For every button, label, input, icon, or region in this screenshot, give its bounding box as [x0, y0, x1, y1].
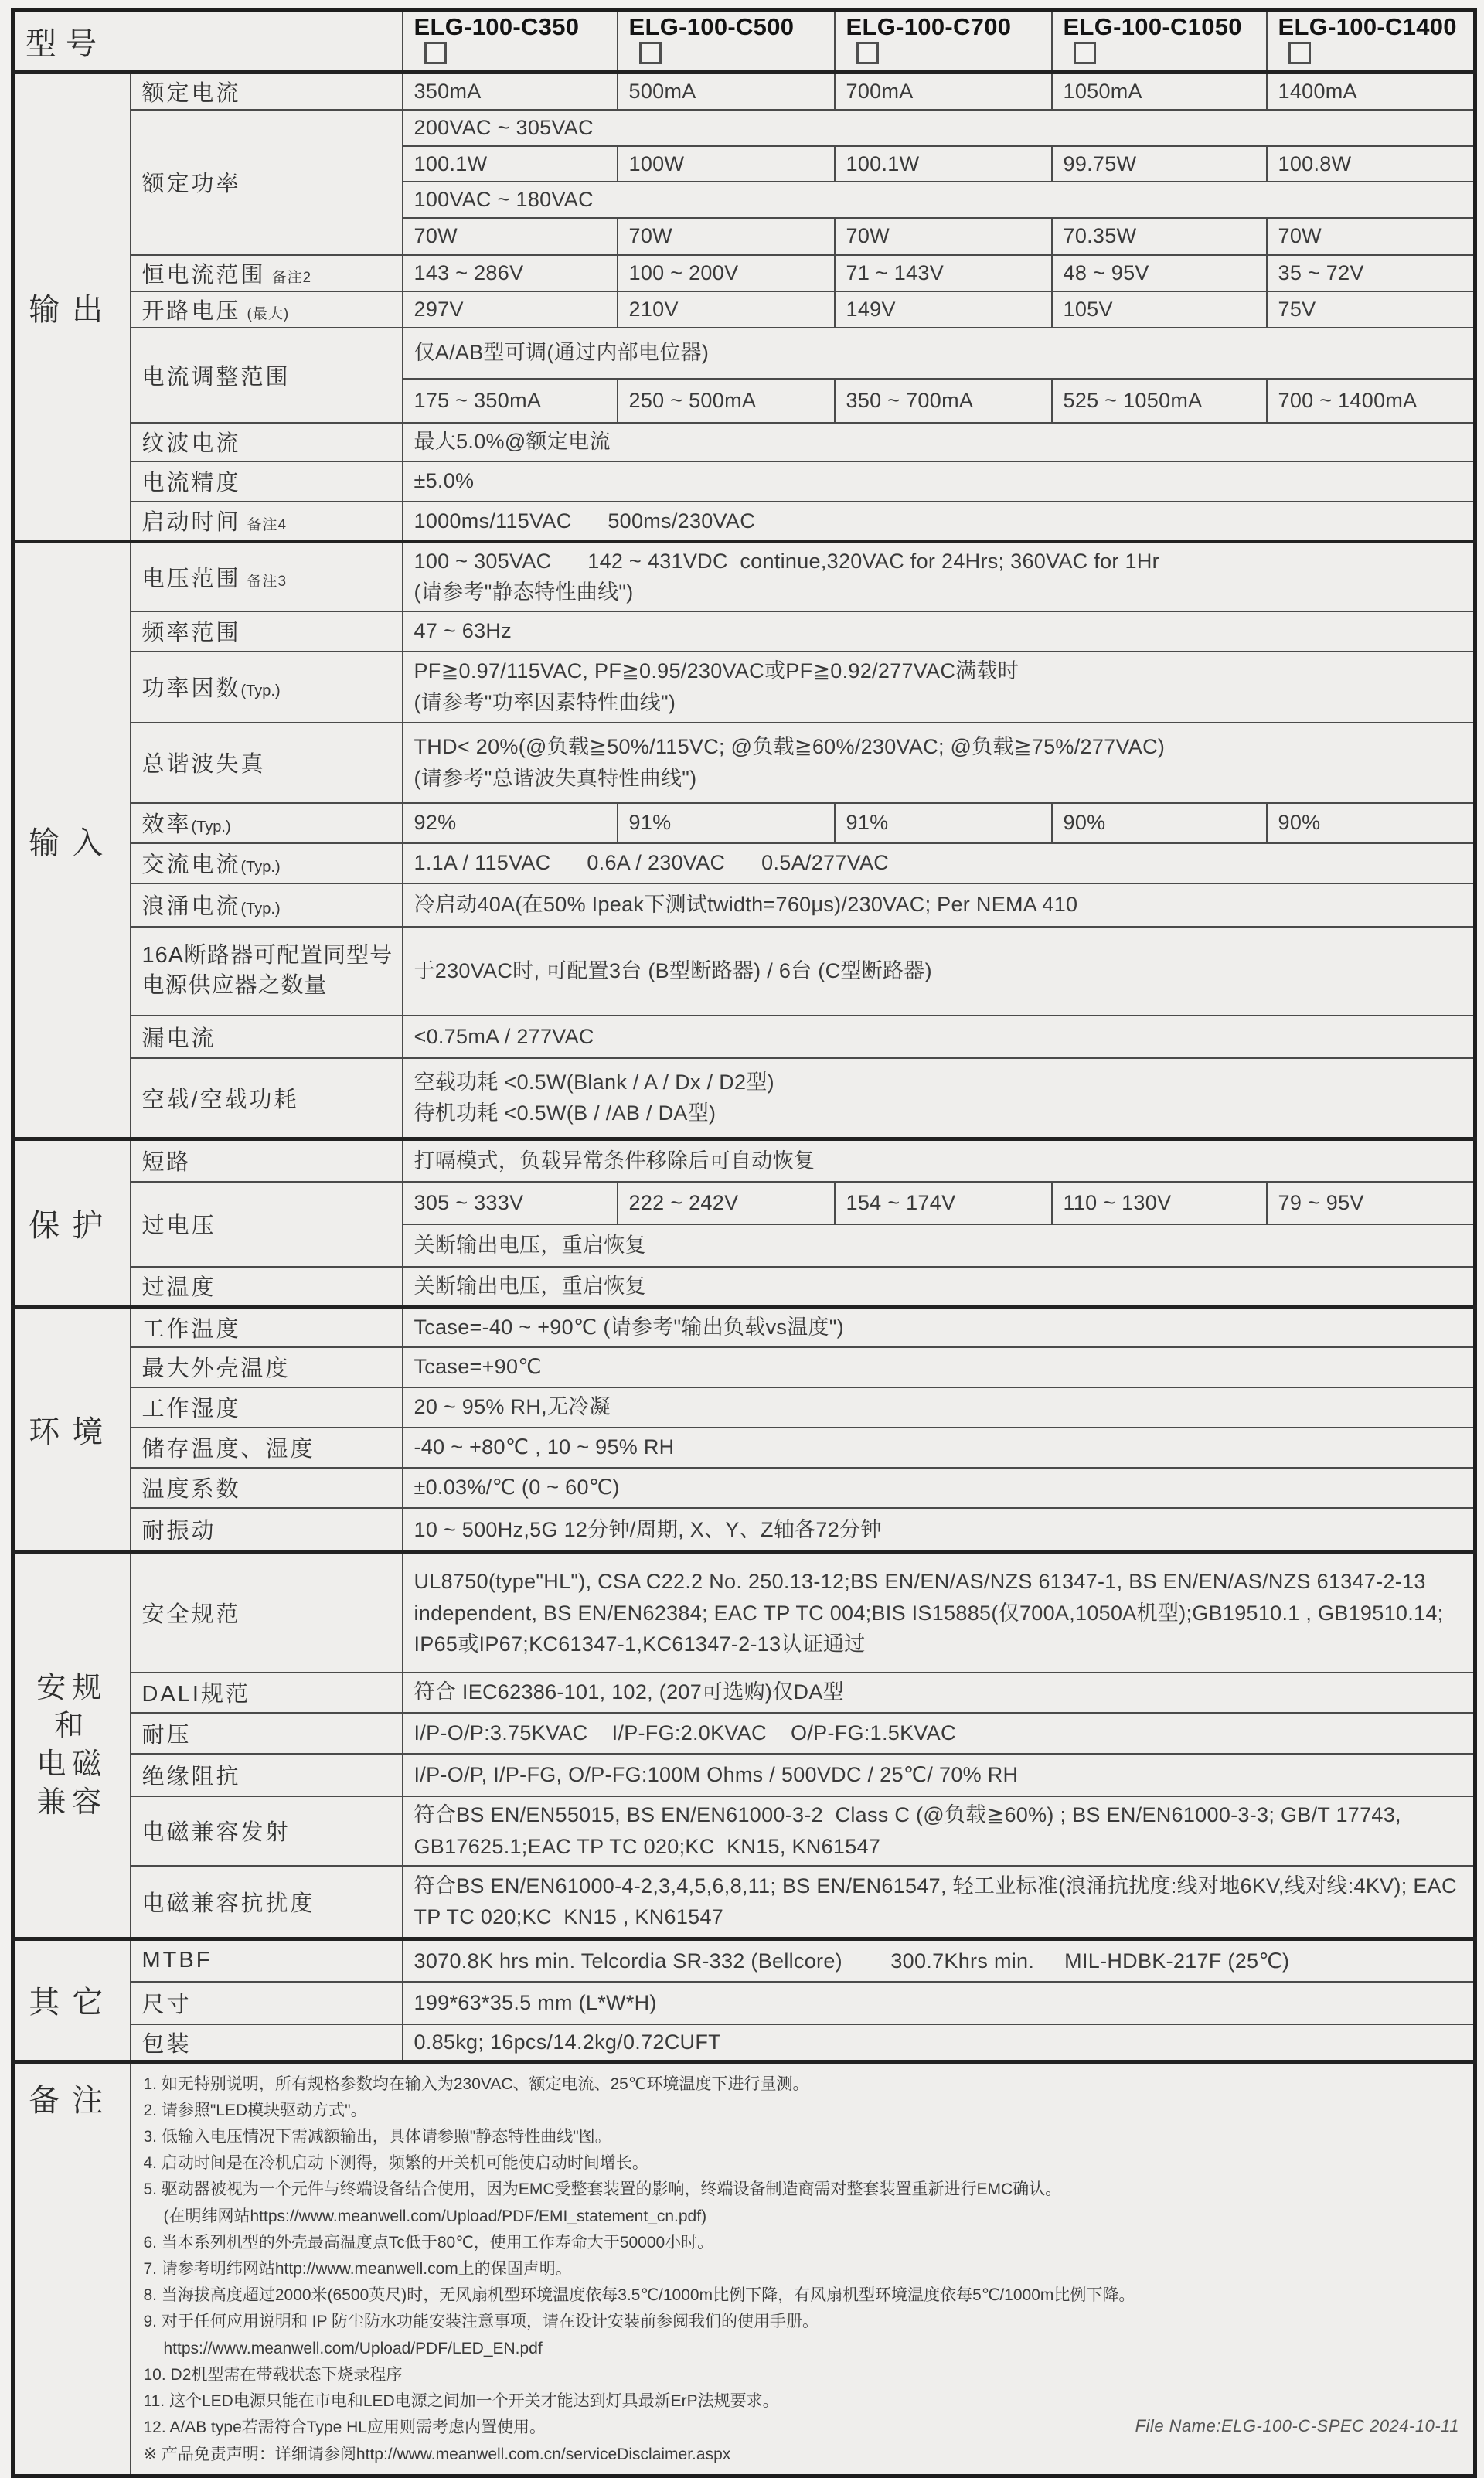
spec-value: 48 ~ 95V [1052, 255, 1267, 291]
value-line: (请参考"静态特性曲线") [414, 580, 634, 604]
spec-value: 打嗝模式，负载异常条件移除后可自动恢复 [403, 1139, 1475, 1182]
model-name: ELG-100-C1400 [1278, 13, 1457, 40]
spec-value: 500mA [618, 73, 835, 111]
note-item: 10. D2机型需在带载状态下烧录程序 [143, 2365, 403, 2384]
param-label: 工作湿度 [131, 1387, 403, 1428]
param-note: 备注3 [247, 573, 288, 590]
spec-value: 71 ~ 143V [835, 255, 1052, 291]
note-item: 12. A/AB type若需符合Type HL应用则需考虑内置使用。 [143, 2418, 546, 2437]
spec-value: 100 ~ 200V [618, 255, 835, 291]
spec-value: I/P-O/P, I/P-FG, O/P-FG:100M Ohms / 500VDC / 25℃/ 70% RH [403, 1754, 1475, 1796]
model-header-label: 型号 [13, 10, 403, 73]
spec-value: 250 ~ 500mA [618, 379, 835, 423]
model-header-c1400 [1267, 10, 1475, 73]
param-label: 过温度 [131, 1267, 403, 1307]
spec-value: 70W [618, 218, 835, 255]
param-label: 耐压 [131, 1713, 403, 1754]
param-label: 温度系数 [131, 1468, 403, 1508]
param-label [131, 255, 403, 291]
param-label: 额定电流 [131, 73, 403, 111]
note-item: ※ 产品免责声明：详细请参阅http://www.meanwell.com.cn/serviceDisclaimer.aspx [143, 2445, 731, 2463]
spec-value: 90% [1052, 803, 1267, 843]
param-label: 短路 [131, 1139, 403, 1182]
param-label: 绝缘阻抗 [131, 1754, 403, 1796]
param-label: 总谐波失真 [131, 723, 403, 803]
note-item: 2. 请参照"LED模块驱动方式"。 [143, 2101, 367, 2119]
param-text: 开路电压 [141, 298, 241, 324]
param-text: 交流电流 [141, 853, 241, 877]
spec-value: 35 ~ 72V [1267, 255, 1475, 291]
section-label-input: 输入 [13, 542, 131, 1139]
notes-block [131, 2061, 1475, 2476]
spec-value: 297V [403, 291, 618, 328]
param-note: (最大) [247, 305, 290, 322]
param-label: 尺寸 [131, 1982, 403, 2024]
note-item: 8. 当海拔高度超过2000米(6500英尺)时，无风扇机型环境温度依每3.5℃/1000m比例下降，有风扇机型环境温度依每5℃/1000m比例下降。 [143, 2286, 1135, 2305]
spec-value: 91% [618, 803, 835, 843]
spec-value: 1.1A / 115VAC 0.6A / 230VAC 0.5A/277VAC [403, 843, 1475, 883]
param-label: 储存温度、湿度 [131, 1428, 403, 1468]
value-line: (请参考"功率因素特性曲线") [414, 690, 676, 714]
param-label: 最大外壳温度 [131, 1347, 403, 1387]
spec-value [403, 542, 1475, 611]
spec-value: 70.35W [1052, 218, 1267, 255]
spec-value: 90% [1267, 803, 1475, 843]
note-item: 7. 请参考明纬网站http://www.meanwell.com上的保固声明。 [143, 2260, 572, 2279]
param-label: 安全规范 [131, 1553, 403, 1673]
spec-value: 70W [1267, 218, 1475, 255]
spec-value: 符合BS EN/EN55015, BS EN/EN61000-3-2 Class C (@负载≧60%) ; BS EN/EN61000-3-3; GB/T 17743, GB17625.1;EAC TP TC 020;KC KN15, KN61547 [403, 1796, 1475, 1866]
spec-value: UL8750(type"HL"), CSA C22.2 No. 250.13-12;BS EN/EN/AS/NZS 61347-1, BS EN/EN/AS/NZS 61347-2-13 independent, BS EN/EN62384; EAC TP TC 004;BIS IS15885(仅700A,1050A机型);GB19510.1 , GB19510.14; IP65或IP67;KC61347-1,KC61347-2-13认证通过 [403, 1553, 1475, 1673]
spec-value: 关断输出电压，重启恢复 [403, 1267, 1475, 1307]
param-label [131, 502, 403, 542]
note-item: 9. 对于任何应用说明和 IP 防尘防水功能安装注意事项，请在设计安装前参阅我们的使用手册。 [143, 2313, 819, 2331]
value-line: 待机功耗 <0.5W(B / /AB / DA型) [414, 1101, 716, 1125]
note-item: 4. 启动时间是在冷机启动下测得，频繁的开关机可能使启动时间增长。 [143, 2154, 648, 2173]
param-label: 电流精度 [131, 461, 403, 502]
param-label: MTBF [131, 1939, 403, 1982]
spec-value: 符合 IEC62386-101, 102, (207可选购)仅DA型 [403, 1673, 1475, 1713]
model-header-c700 [835, 10, 1052, 73]
param-label: DALI规范 [131, 1673, 403, 1713]
param-label: 频率范围 [131, 611, 403, 652]
spec-value [403, 1058, 1475, 1139]
spec-value [403, 723, 1475, 803]
spec-value: 冷启动40A(在50% Ipeak下测试twidth=760μs)/230VAC; Per NEMA 410 [403, 883, 1475, 927]
param-label: 16A断路器可配置同型号电源供应器之数量 [131, 927, 403, 1016]
spec-value: 222 ~ 242V [618, 1182, 835, 1224]
model-option-box-icon [1288, 42, 1311, 64]
spec-value: 350 ~ 700mA [835, 379, 1052, 423]
model-option-box-icon [639, 42, 662, 64]
spec-value: 350mA [403, 73, 618, 111]
spec-value: 关断输出电压，重启恢复 [403, 1224, 1475, 1267]
spec-value: 92% [403, 803, 618, 843]
param-label: 额定功率 [131, 110, 403, 255]
param-note: (Typ.) [240, 682, 281, 699]
spec-value: ±5.0% [403, 461, 1475, 502]
spec-value: 10 ~ 500Hz,5G 12分钟/周期, X、Y、Z轴各72分钟 [403, 1508, 1475, 1553]
value-line: (请参考"总谐波失真特性曲线") [414, 766, 697, 790]
spec-value: 100VAC ~ 180VAC [403, 182, 1475, 218]
spec-value: Tcase=+90℃ [403, 1347, 1475, 1387]
spec-value: 154 ~ 174V [835, 1182, 1052, 1224]
value-line: 空载功耗 <0.5W(Blank / A / Dx / D2型) [414, 1070, 774, 1094]
param-label [131, 652, 403, 723]
section-label-safety-emc [13, 1553, 131, 1939]
spec-value: 最大5.0%@额定电流 [403, 423, 1475, 461]
param-label: 空载/空载功耗 [131, 1058, 403, 1139]
section-label-others: 其它 [13, 1939, 131, 2062]
param-note: (Typ.) [240, 900, 281, 917]
spec-value: 143 ~ 286V [403, 255, 618, 291]
section-label-line: 电磁 [36, 1748, 108, 1781]
spec-value: 1000ms/115VAC 500ms/230VAC [403, 502, 1475, 542]
param-text: 功率因数 [141, 676, 241, 701]
param-label: 电磁兼容抗扰度 [131, 1866, 403, 1939]
model-option-box-icon [424, 42, 447, 64]
spec-value: 70W [835, 218, 1052, 255]
spec-value: 305 ~ 333V [403, 1182, 618, 1224]
spec-value: 3070.8K hrs min. Telcordia SR-332 (Bellcore) 300.7Khrs min. MIL-HDBK-217F (25℃) [403, 1939, 1475, 1982]
spec-value: 700mA [835, 73, 1052, 111]
param-label: 包装 [131, 2024, 403, 2062]
value-line: THD< 20%(@负载≧50%/115VC; @负载≧60%/230VAC; @负载≧75%/277VAC) [414, 735, 1166, 758]
spec-value: 符合BS EN/EN61000-4-2,3,4,5,6,8,11; BS EN/EN61547, 轻工业标准(浪涌抗扰度:线对地6KV,线对线:4KV); EAC TP TC 020;KC KN15 , KN61547 [403, 1866, 1475, 1939]
spec-value: Tcase=-40 ~ +90℃ (请参考"输出负载vs温度") [403, 1307, 1475, 1347]
spec-value: 100W [618, 146, 835, 182]
section-label-line: 安规 [36, 1671, 108, 1704]
spec-value: 100.1W [835, 146, 1052, 182]
section-label-line: 和 [54, 1710, 90, 1743]
note-item: 6. 当本系列机型的外壳最高温度点Tc低于80℃，使用工作寿命大于50000小时。 [143, 2233, 714, 2252]
model-header-c1050 [1052, 10, 1267, 73]
param-note: (Typ.) [191, 819, 231, 836]
note-item: (在明纬网站https://www.meanwell.com/Upload/PDF/EMI_statement_cn.pdf) [163, 2207, 707, 2225]
spec-value: 1050mA [1052, 73, 1267, 111]
param-label: 电流调整范围 [131, 328, 403, 423]
note-item: 1. 如无特别说明，所有规格参数均在输入为230VAC、额定电流、25℃环境温度下进行量测。 [143, 2075, 809, 2093]
param-label [131, 291, 403, 328]
model-name: ELG-100-C500 [628, 13, 795, 40]
spec-value: 于230VAC时, 可配置3台 (B型断路器) / 6台 (C型断路器) [403, 927, 1475, 1016]
param-note: 备注2 [271, 269, 312, 286]
param-note: (Typ.) [240, 859, 281, 876]
model-name: ELG-100-C1050 [1063, 13, 1242, 40]
param-label [131, 843, 403, 883]
model-header-c350 [403, 10, 618, 73]
param-label: 电磁兼容发射 [131, 1796, 403, 1866]
spec-value: 149V [835, 291, 1052, 328]
section-label-protection: 保护 [13, 1139, 131, 1307]
value-line: 100 ~ 305VAC 142 ~ 431VDC continue,320VAC for 24Hrs; 360VAC for 1Hr [414, 549, 1159, 573]
spec-value: 1400mA [1267, 73, 1475, 111]
spec-value: 0.85kg; 16pcs/14.2kg/0.72CUFT [403, 2024, 1475, 2062]
spec-value: -40 ~ +80℃ , 10 ~ 95% RH [403, 1428, 1475, 1468]
section-label-notes: 备注 [13, 2061, 131, 2476]
spec-value: 79 ~ 95V [1267, 1182, 1475, 1224]
param-text: 电压范围 [141, 566, 241, 591]
spec-value: 20 ~ 95% RH,无冷凝 [403, 1387, 1475, 1428]
model-option-box-icon [1074, 42, 1096, 64]
param-text: 恒电流范围 [141, 262, 266, 288]
param-label: 漏电流 [131, 1016, 403, 1058]
param-text: 启动时间 [141, 510, 241, 536]
model-option-box-icon [856, 42, 879, 64]
model-name: ELG-100-C350 [414, 13, 580, 40]
param-text: 浪涌电流 [141, 894, 241, 919]
param-label [131, 542, 403, 611]
param-label [131, 883, 403, 927]
spec-value: 仅A/AB型可调(通过内部电位器) [403, 328, 1475, 379]
spec-value: 175 ~ 350mA [403, 379, 618, 423]
spec-value: 70W [403, 218, 618, 255]
spec-value: <0.75mA / 277VAC [403, 1016, 1475, 1058]
spec-value: 525 ~ 1050mA [1052, 379, 1267, 423]
spec-value: ±0.03%/℃ (0 ~ 60℃) [403, 1468, 1475, 1508]
spec-value: 99.75W [1052, 146, 1267, 182]
note-item: 11. 这个LED电源只能在市电和LED电源之间加一个开关才能达到灯具最新ErP法规要求。 [143, 2392, 779, 2411]
spec-value: 700 ~ 1400mA [1267, 379, 1475, 423]
param-label: 过电压 [131, 1182, 403, 1267]
spec-value: 91% [835, 803, 1052, 843]
param-label [131, 803, 403, 843]
section-label-output: 输出 [13, 73, 131, 542]
param-label: 纹波电流 [131, 423, 403, 461]
model-header-c500 [618, 10, 835, 73]
note-item: 5. 驱动器被视为一个元件与终端设备结合使用，因为EMC受整套装置的影响，终端设备制造商需对整套装置重新进行EMC确认。 [143, 2180, 1062, 2199]
spec-value: 100.8W [1267, 146, 1475, 182]
value-line: PF≧0.97/115VAC, PF≧0.95/230VAC或PF≧0.92/277VAC满载时 [414, 659, 1019, 682]
note-item: 3. 低输入电压情况下需减额输出，具体请参照"静态特性曲线"图。 [143, 2127, 611, 2146]
note-item: https://www.meanwell.com/Upload/PDF/LED_EN.pdf [163, 2339, 543, 2357]
param-label: 工作温度 [131, 1307, 403, 1347]
param-label: 耐振动 [131, 1508, 403, 1553]
param-note: 备注4 [247, 517, 288, 534]
model-name: ELG-100-C700 [846, 13, 1012, 40]
param-text: 效率 [141, 812, 192, 837]
spec-value: 110 ~ 130V [1052, 1182, 1267, 1224]
spec-value: 199*63*35.5 mm (L*W*H) [403, 1982, 1475, 2024]
spec-value: 47 ~ 63Hz [403, 611, 1475, 652]
section-label-line: 兼容 [36, 1785, 108, 1819]
spec-value: 75V [1267, 291, 1475, 328]
spec-value: 105V [1052, 291, 1267, 328]
spec-value [403, 652, 1475, 723]
spec-value: I/P-O/P:3.75KVAC I/P-FG:2.0KVAC O/P-FG:1.5KVAC [403, 1713, 1475, 1754]
spec-table [11, 8, 1477, 2478]
file-name-label: File Name:ELG-100-C-SPEC 2024-10-11 [1135, 2415, 1459, 2435]
section-label-environment: 环境 [13, 1307, 131, 1553]
spec-value: 200VAC ~ 305VAC [403, 110, 1475, 146]
spec-value: 210V [618, 291, 835, 328]
spec-value: 100.1W [403, 146, 618, 182]
